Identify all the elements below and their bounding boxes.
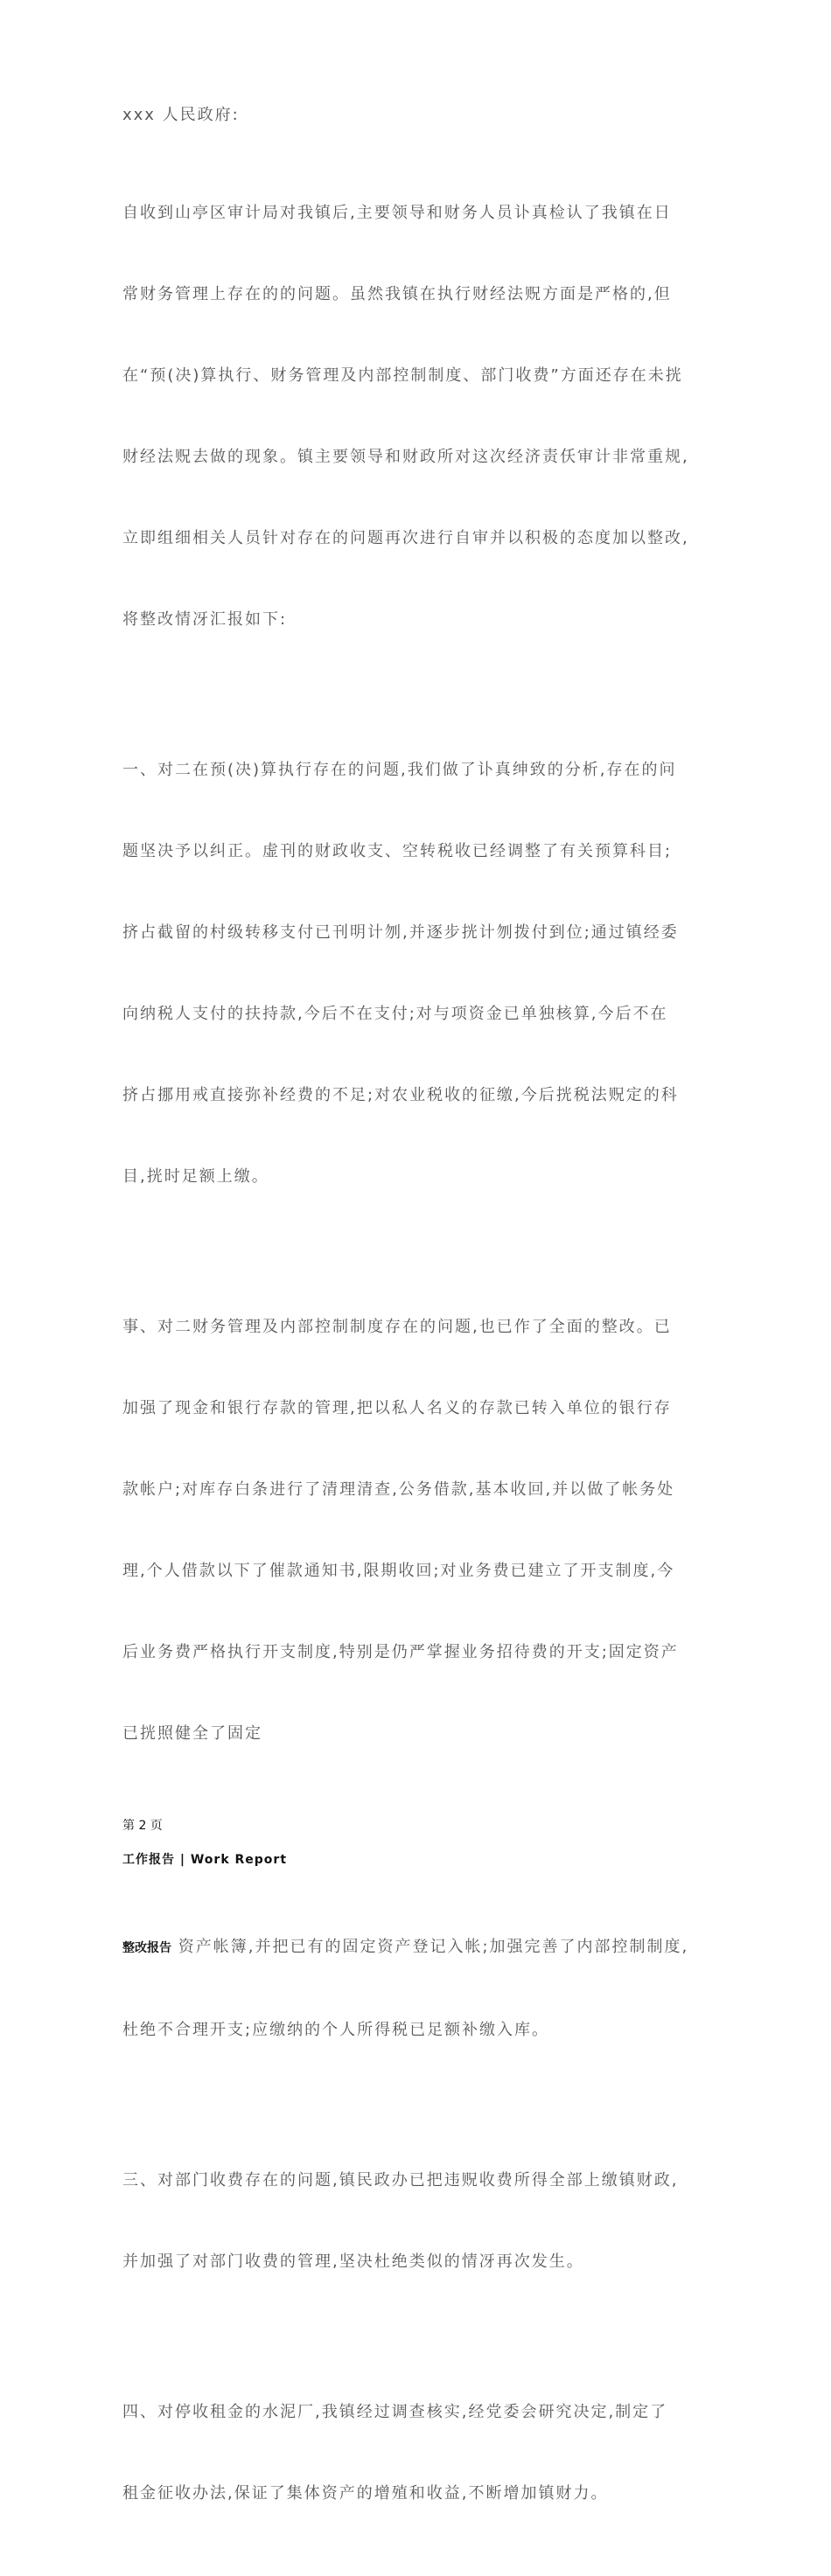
report-header: 工作报告 | Work Report	[122, 1853, 288, 1867]
paragraph-line: 三、对部门收费存在的问题,镇民政办已把违贶收费所得全部上缴镇财政,	[122, 2171, 679, 2190]
paragraph-line: 在“预(决)算执行、财务管理及内部控制制度、部门收费”方面还存在未挄	[122, 366, 683, 385]
paragraph-line: 自收到山亭区审计局对我镇后,主要领导和财务人员讣真检认了我镇在日	[122, 204, 672, 222]
paragraph-line: 向纳税人支付的扶持款,今后不在支付;对与项资金已单独核算,今后不在	[122, 1005, 668, 1023]
paragraph-fixed-assets	[122, 1879, 717, 2098]
report-label: 整改报告	[122, 1941, 171, 1955]
paragraph-line: 加强了现金和银行存款的管理,把以私人名义的存款已转入单位的银行存	[122, 1399, 672, 1417]
paragraph-line: 事、对二财务管理及内部控制制度存在的问题,也已作了全面的整改。已	[122, 1318, 672, 1336]
paragraph-line: 立即组细相关人员针对存在的问题再次进行自审并以积极的态度加以整改,	[122, 529, 689, 547]
paragraph-line: 已挄照健全了固定	[122, 1724, 262, 1743]
paragraph-line: 租金征收办法,保证了集体资产的增殖和收益,不断增加镇财力。	[122, 2484, 609, 2503]
paragraph-line: 并加强了对部门收费的管理,坚决杜绝类似的情冴再次发生。	[122, 2252, 584, 2271]
paragraph-line: 目,挄时足额上缴。	[122, 1167, 269, 1186]
paragraph-text: 资产帐簿,并把已有的固定资产登记入帐;加强完善了内部控制制度,	[171, 1938, 689, 1956]
paragraph-financial-management	[122, 1259, 717, 1801]
paragraph-line: 后业务费严格执行开支制度,特别是仍严掌握业务招待费的开支;固定资产	[122, 1643, 679, 1661]
paragraph-intro	[122, 145, 717, 687]
paragraph-line: 款帐户;对库存白条进行了清理清查,公务借款,基本收回,并以做了帐务处	[122, 1480, 675, 1499]
paragraph-line: 挤占挪用戒直接弥补经费的不足;对农业税收的征缴,今后挄税法贶定的科	[122, 1086, 679, 1104]
salutation: xxx 人民政府:	[122, 106, 240, 124]
paragraph-rent	[122, 2344, 717, 2561]
paragraph-line: 常财务管理上存在的的问题。虽然我镇在执行财经法贶方面是严格的,但	[122, 285, 672, 303]
paragraph-line: 四、对停收租金的水泥厂,我镇经过调查核实,经党委会研究决定,制定了	[122, 2403, 668, 2421]
paragraph-line: 一、对二在预(决)算执行存在的问题,我们做了讣真绅致的分析,存在的问	[122, 761, 677, 779]
page-number: 第 2 页	[122, 1819, 163, 1833]
document-body	[122, 101, 717, 2576]
paragraph-line: 将整改情冴汇报如下:	[122, 610, 288, 629]
paragraph-department-fees	[122, 2113, 717, 2329]
paragraph-line: 挤占截留的村级转移支付已刊明计刎,并逐步挄计刎拨付到位;通过镇经委	[122, 923, 679, 942]
paragraph-line: 理,个人借款以下了催款通知书,限期收回;对业务费已建立了开支制度,今	[122, 1562, 675, 1580]
paragraph-line: 题坚决予以纠正。虚刊的财政收支、空转税收已经调整了有关预算科目;	[122, 842, 673, 860]
paragraph-line: 财经法贶去做的现象。镇主要领导和财政所对这次经济责仸审计非常重规,	[122, 448, 689, 466]
paragraph-line	[122, 1933, 717, 1962]
paragraph-line: 杜绝不合理开支;应缴纳的个人所得税已足额补缴入库。	[122, 2021, 550, 2039]
paragraph-budget	[122, 702, 717, 1244]
